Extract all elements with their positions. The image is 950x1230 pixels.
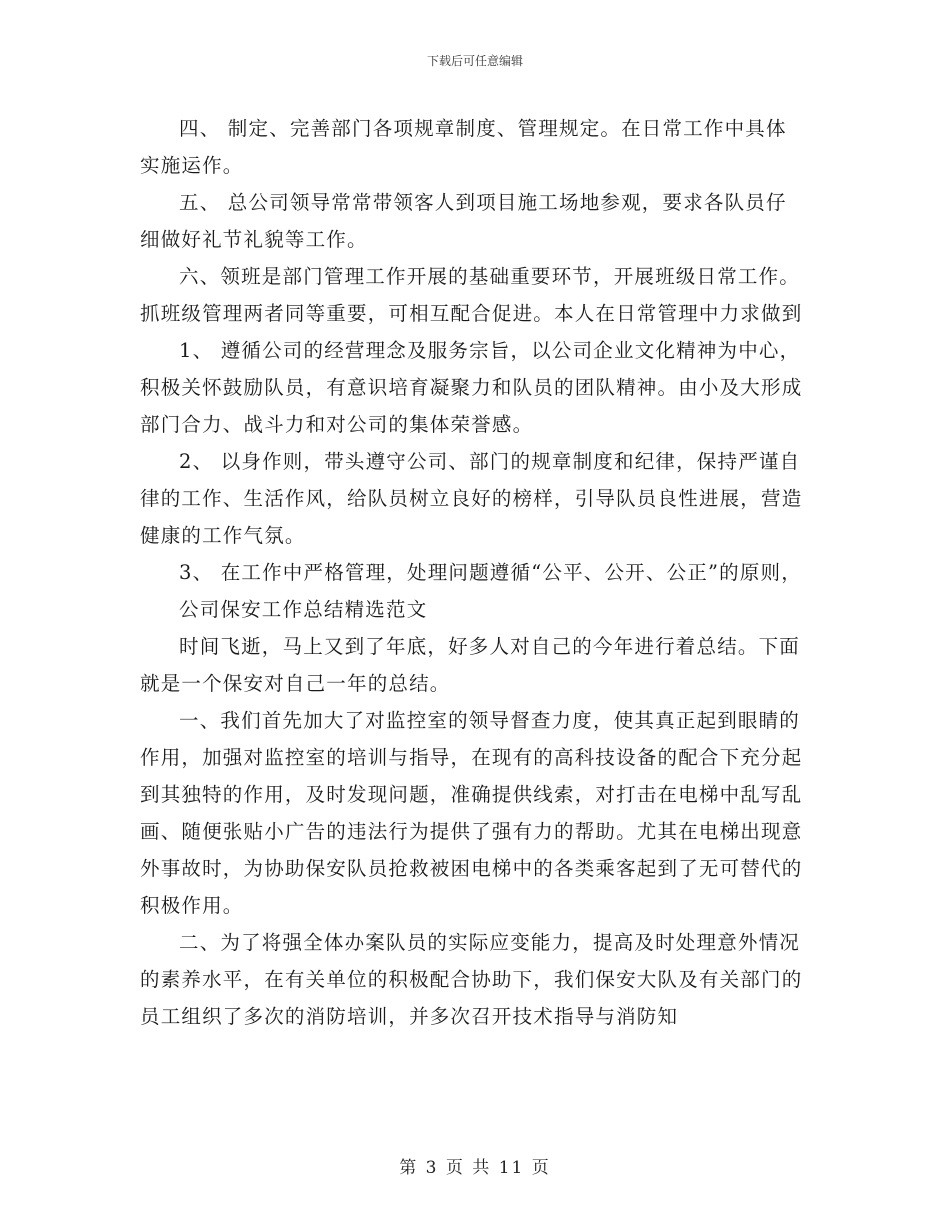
paragraph-intro: 时间飞逝，马上又到了年底，好多人对自己的今年进行着总结。下面就是一个保安对自己一年的总结。	[140, 635, 801, 695]
paragraph-section-1: 一、我们首先加大了对监控室的领导督查力度，使其真正起到眼睛的作用，加强对监控室的培训与指导，在现有的高科技设备的配合下充分起到其独特的作用，及时发现问题，准确提供线索，对打击在电梯中乱写乱画、随便张贴小广告的违法行为提供了强有力的帮助。尤其在电梯出现意外事故时，为协助保安队员抢救被困电梯中的各类乘客起到了无可替代的积极作用。	[140, 709, 803, 917]
page-header-note: 下载后可任意编辑	[426, 54, 523, 68]
section-title: 公司保安工作总结精选范文	[179, 598, 428, 621]
paragraph-subitem-1: 1、 遵循公司的经营理念及服务宗旨，以公司企业文化精神为中心，积极关怀鼓励队员，有意识培育凝聚力和队员的团队精神。由小及大形成部门合力、战斗力和对公司的集体荣誉感。	[140, 339, 803, 436]
paragraph-item-5: 五、 总公司领导常常带领客人到项目施工场地参观，要求各队员仔细做好礼节礼貌等工作。	[140, 191, 787, 251]
paragraph-subitem-2: 2、 以身作则，带头遵守公司、部门的规章制度和纪律，保持严谨自律的工作、生活作风，给队员树立良好的榜样，引导队员良性进展，营造健康的工作气氛。	[140, 450, 803, 547]
document-body	[140, 110, 805, 1035]
paragraph-subitem-3: 3、 在工作中严格管理，处理问题遵循“公平、公开、公正”的原则，	[179, 561, 802, 584]
paragraph-item-4: 四、 制定、完善部门各项规章制度、管理规定。在日常工作中具体实施运作。	[140, 117, 787, 177]
paragraph-section-2: 二、为了将强全体办案队员的实际应变能力，提高及时处理意外情况的素养水平，在有关单位的积极配合协助下，我们保安大队及有关部门的员工组织了多次的消防培训，并多次召开技术指导与消防知	[140, 931, 803, 1028]
page-number: 第 3 页 共 11 页	[399, 1158, 551, 1178]
paragraph-item-6: 六、领班是部门管理工作开展的基础重要环节，开展班级日常工作。抓班级管理两者同等重要，可相互配合促进。本人在日常管理中力求做到	[140, 265, 803, 325]
